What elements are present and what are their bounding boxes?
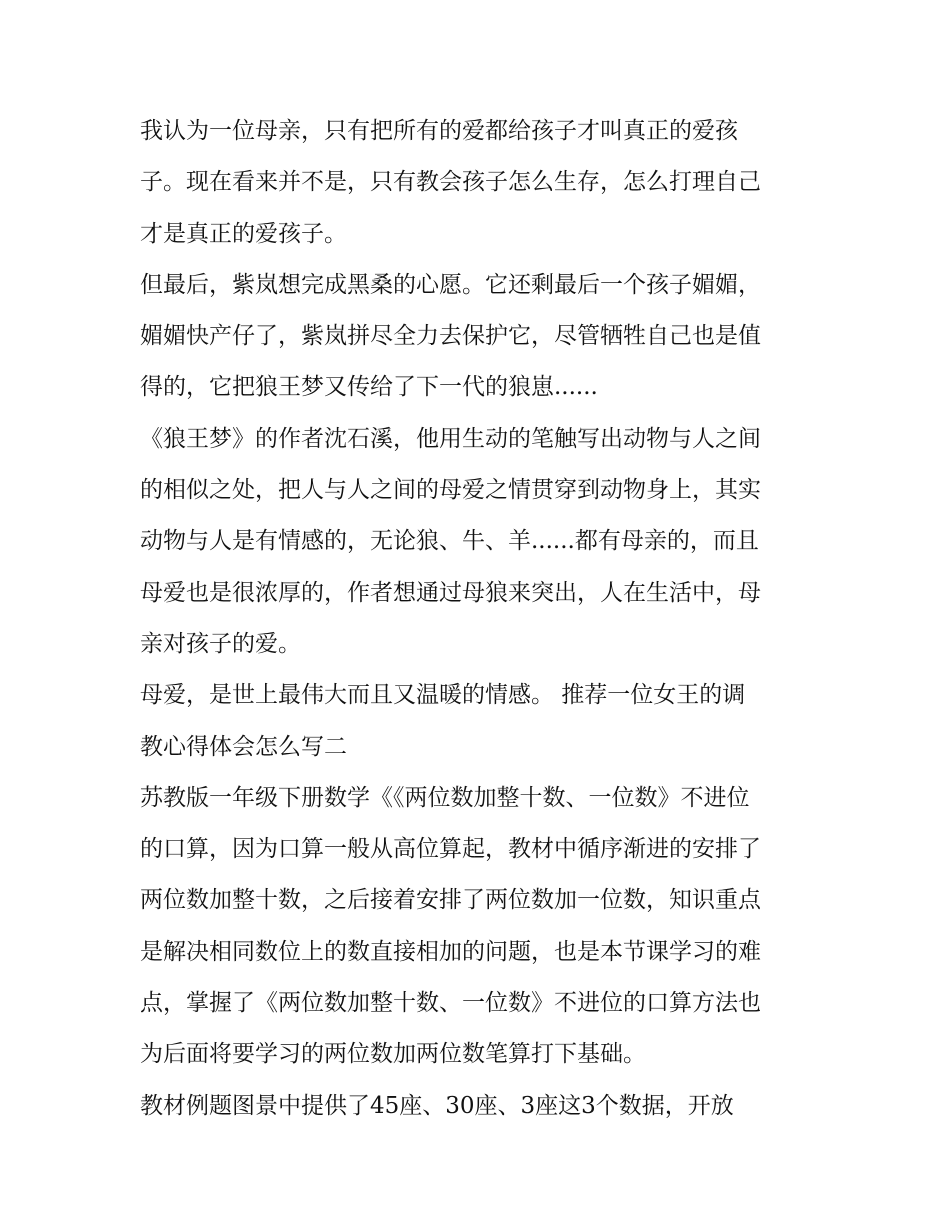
text-line: 教材例题图景中提供了45座、30座、3座这3个数据，开放	[140, 1092, 734, 1119]
text-line: 子。现在看来并不是，只有教会孩子怎么生存，怎么打理自己	[140, 169, 761, 196]
text-line: 点，掌握了《两位数加整十数、一位数》不进位的口算方法也	[140, 990, 761, 1017]
text-line: 媚媚快产仔了，紫岚拼尽全力去保护它，尽管牺牲自己也是值	[140, 323, 761, 350]
text-line: 动物与人是有情感的，无论狼、牛、羊......都有母亲的，而且	[140, 528, 759, 555]
text-line: 的口算，因为口算一般从高位算起，教材中循序渐进的安排了	[140, 836, 761, 863]
text-line: 苏教版一年级下册数学《《两位数加整十数、一位数》不进位	[140, 784, 750, 811]
text-line: 母爱也是很浓厚的，作者想通过母狼来突出，人在生活中，母	[140, 579, 761, 606]
text-line: 是解决相同数位上的数直接相加的问题，也是本节课学习的难	[140, 938, 761, 965]
text-line: 母爱，是世上最伟大而且又温暖的情感。 推荐一位女王的调	[140, 682, 746, 709]
text-line: 为后面将要学习的两位数加两位数笔算打下基础。	[140, 1041, 646, 1068]
text-line: 亲对孩子的爱。	[140, 630, 301, 657]
text-line: 《狼王梦》的作者沈石溪，他用生动的笔触写出动物与人之间	[140, 425, 761, 452]
text-line: 两位数加整十数，之后接着安排了两位数加一位数，知识重点	[140, 887, 761, 914]
text-line: 的相似之处，把人与人之间的母爱之情贯穿到动物身上，其实	[140, 477, 761, 504]
text-line: 才是真正的爱孩子。	[140, 220, 347, 247]
text-line: 得的，它把狼王梦又传给了下一代的狼崽......	[140, 374, 598, 401]
text-line: 教心得体会怎么写二	[140, 733, 347, 760]
text-line: 但最后，紫岚想完成黑桑的心愿。它还剩最后一个孩子媚媚，	[140, 271, 761, 298]
text-line: 我认为一位母亲，只有把所有的爱都给孩子才叫真正的爱孩	[140, 118, 738, 144]
document-body	[140, 106, 820, 1132]
